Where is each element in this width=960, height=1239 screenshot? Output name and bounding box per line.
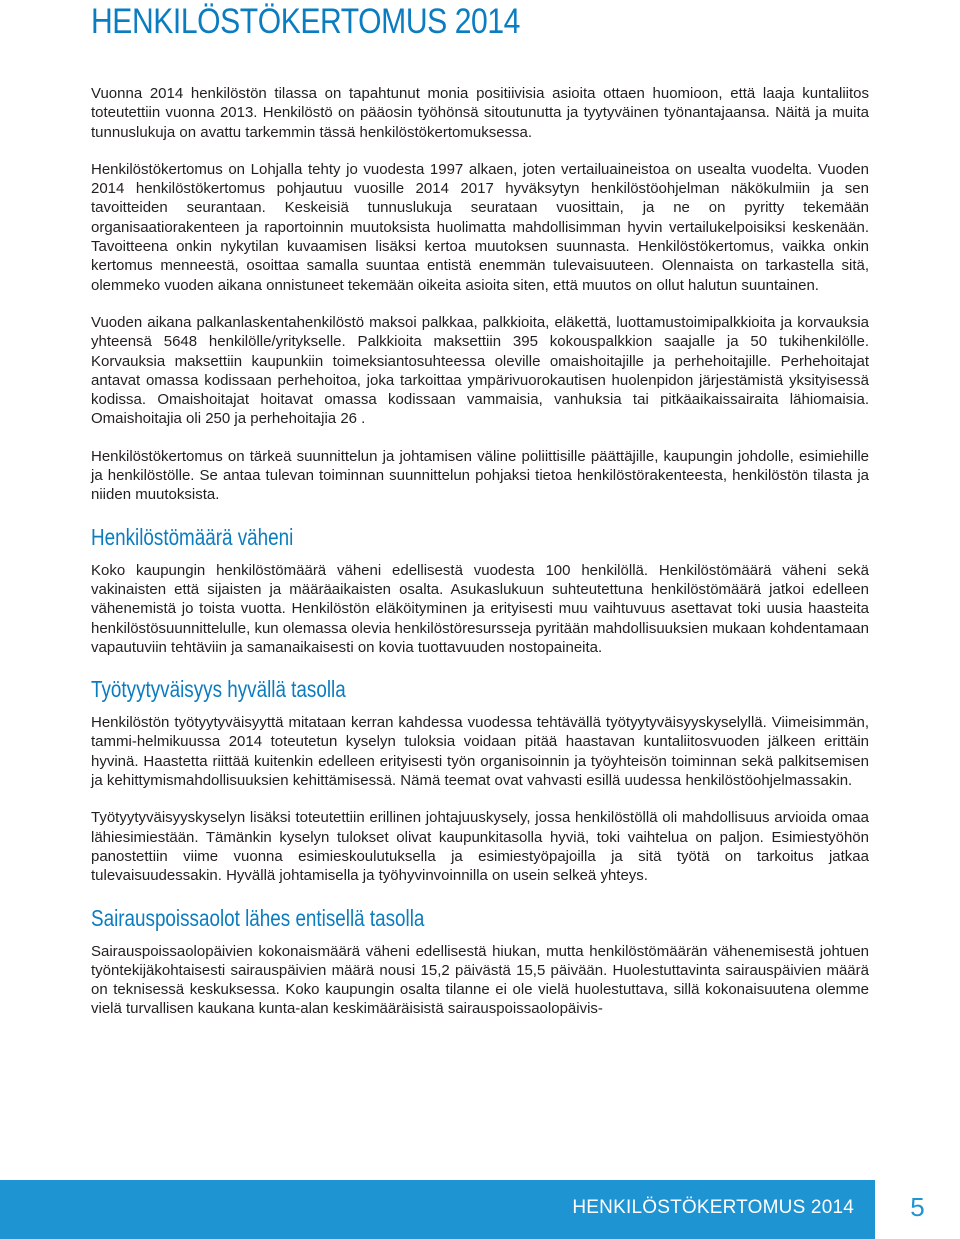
page-title: HENKILÖSTÖKERTOMUS 2014 — [91, 2, 520, 41]
intro-paragraph-2: Henkilöstökertomus on Lohjalla tehty jo vuodesta 1997 alkaen, joten vertailuaineistoa on usealta vuodelta. Vuoden 2014 henkilöstökertomus pohjautuu vuosille 2014 2017 hyväksytyn henkilöstöohjelman näkökulmiin ja sen tavoitteiden seurantaan. Keskeisiä tunnuslukuja seurataan vuosittain, ja ne on pyritty tekemään organisaatiorakenteen ja raportoinnin muutoksista huolimatta mahdollisimman hyvin vertailukelpoisiksi keskenään. Tavoitteena onkin nykytilan kuvaamisen lisäksi kertoa muutoksen suunnasta. Henkilöstökertomus, vaikka onkin kertomus menneestä, osoittaa samalla suuntaa entistä enemmän tulevaisuuteen. Olennaista on tarkastella sitä, olemmeko vuoden aikana onnistuneet tekemään oikeita asioita siten, että muutos on ollut halutun suuntainen. — [91, 160, 869, 294]
page-number-box — [875, 1180, 960, 1239]
footer-title: HENKILÖSTÖKERTOMUS 2014 — [572, 1197, 854, 1218]
section-heading-sick-leave: Sairauspoissaolot lähes entisellä tasolla — [91, 904, 425, 931]
section-heading-job-satisfaction: Työtyytyväisyys hyvällä tasolla — [91, 676, 346, 703]
main-content — [91, 84, 869, 1037]
section-heading-staff-count: Henkilöstömäärä väheni — [91, 523, 294, 550]
intro-paragraph-1: Vuonna 2014 henkilöstön tilassa on tapahtunut monia positiivisia asioita ottaen huomioon, että laaja kuntaliitos toteutettiin vuonna 2013. Henkilöstö on pääosin työhönsä sitoutunutta ja tyytyväinen työnantajaansa. Näitä ja muita tunnuslukuja on avattu tarkemmin tässä henkilöstökertomuksessa. — [91, 85, 869, 141]
footer-bar — [0, 1180, 960, 1239]
intro-paragraph-4: Henkilöstökertomus on tärkeä suunnittelun ja johtamisen väline poliittisille päättäjille, kaupungin johdolle, esimiehille ja henkilöstölle. Se antaa tulevan toiminnan suunnittelun pohjaksi tietoa henkilöstörakenteesta, henkilöstön tilasta ja niiden muutoksista. — [91, 447, 869, 504]
staff-count-paragraph: Koko kaupungin henkilöstömäärä väheni edellisestä vuodesta 100 henkilöllä. Henkilöstömäärä väheni sekä vakinaisten että sijaisten ja määräaikaisten osalta. Asukaslukuun suhteutettuna henkilöstömäärä jatkoi edelleen vähenemistä jo toista vuotta. Henkilöstön eläköityminen ja erityisesti muu vaihtuvuus asettavat toki uusia haasteita henkilöstösuunnittelulle, kun olemassa olevia henkilöstöresursseja pyritään mahdollisuuksien mukaan kohdentamaan vapautuviin tehtäviin ja samanaikaisesti on kovia tuottavuuden nostopaineita. — [91, 561, 869, 656]
page-number: 5 — [910, 1192, 925, 1222]
intro-paragraph-3: Vuoden aikana palkanlaskentahenkilöstö maksoi palkkaa, palkkioita, eläkettä, luottamustoimipalkkioita ja korvauksia yhteensä 5648 henkilölle/yritykselle. Palkkioita maksettiin 395 kokouspalkkion saajalle ja 50 tukihenkilölle. Korvauksia maksettiin kaupunkiin toimeksiantosuhteessa oleville omaishoitajille ja perhehoitajille. Perhehoitajat antavat omassa kodissaan perhehoitoa, joka tarkoittaa ympärivuorokautisen huolenpidon järjestämistä yksityisessä kodissa. Omaishoitajat hoitavat omassa kodissaan vammaisia, vanhuksia tai pitkäaikaissairaita lähiomaisia. Omaishoitajia oli 250 ja perhehoitajia 26 . — [91, 313, 869, 428]
sick-leave-paragraph: Sairauspoissaolopäivien kokonaismäärä väheni edellisestä hiukan, mutta henkilöstömäärän vähenemisestä johtuen työntekijäkohtaisesti sairauspäivien määrä nousi 15,2 päivästä 15,5 päivään. Huolestuttavinta sairauspäivien määrä on teknisessä keskuksessa. Koko kaupungin osalta tilanne ei ole vielä huolestuttava, sillä kokonaisuutena olemme vielä turvallisen kaukana kunta-alan keskimääräisistä sairauspoissaolopäivis- — [91, 942, 869, 1018]
job-satisfaction-paragraph-1: Henkilöstön työtyytyväisyyttä mitataan kerran kahdessa vuodessa tehtävällä työtyytyväisyyskyselyllä. Viimeisimmän, tammi-helmikuussa 2014 toteutetun kyselyn tuloksia voidaan pitää haastavan kuntaliitosvuoden jälkeen erittäin hyvinä. Haastetta riittää kuitenkin edelleen erityisesti työn organisoinnin ja työyhteisön toiminnan sekä palkitsemisen ja kehittymismahdollisuuksien kehittämisessä. Nämä teemat ovat vahvasti esillä uudessa henkilöstöohjelmassakin. — [91, 714, 869, 790]
job-satisfaction-paragraph-2: Työtyytyväisyyskyselyn lisäksi toteutettiin erillinen johtajuuskysely, jossa henkilöstöllä oli mahdollisuus arvioida omaa lähiesimiestään. Tämänkin kyselyn tulokset olivat kaupunkitasolla hyviä, toki vaihtelua on paljon. Esimiestyöhön panostettiin viime vuonna esimieskoulutuksella ja esimiestyöpajoilla ja sitä työtä on tarkoitus jatkaa tulevaisuudessakin. Hyvällä johtamisella ja työhyvinvoinnilla on usein selkeä yhteys. — [91, 809, 869, 885]
